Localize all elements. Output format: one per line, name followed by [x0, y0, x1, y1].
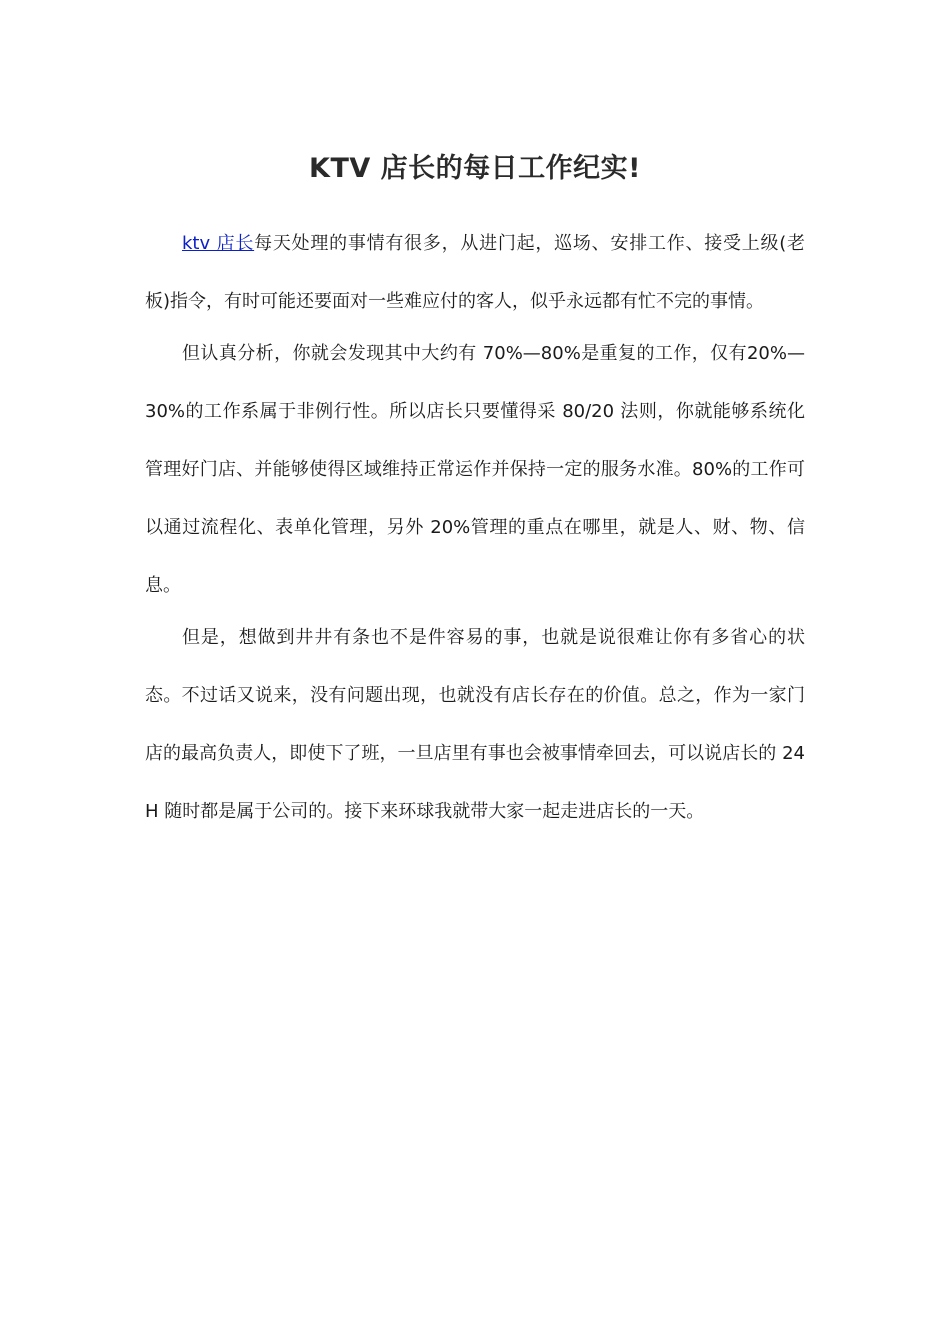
- document-title: KTV 店长的每日工作纪实!: [309, 153, 641, 185]
- ktv-manager-link[interactable]: ktv 店长: [182, 233, 255, 254]
- paragraph-3: 但是，想做到井井有条也不是件容易的事，也就是说很难让你有多省心的状态。不过话又说来，没有问题出现，也就没有店长存在的价值。总之，作为一家门店的最高负责人，即使下了班，一旦店里有事也会被事情牵回去，可以说店长的 24H 随时都是属于公司的。接下来环球我就带大家一起走进店长的一天。: [145, 627, 805, 822]
- paragraph-1: [145, 215, 805, 331]
- document-body: [145, 215, 805, 841]
- paragraph-1-text: 每天处理的事情有很多，从进门起，巡场、安排工作、接受上级(老板)指令，有时可能还要面对一些难应付的客人，似乎永远都有忙不完的事情。: [145, 233, 805, 312]
- paragraph-2: 但认真分析，你就会发现其中大约有 70%—80%是重复的工作，仅有20%—30%的工作系属于非例行性。所以店长只要懂得采 80/20 法则，你就能够系统化管理好门店、并能够使得区域维持正常运作并保持一定的服务水准。80%的工作可以通过流程化、表单化管理，另外 20%管理的重点在哪里，就是人、财、物、信息。: [145, 343, 805, 596]
